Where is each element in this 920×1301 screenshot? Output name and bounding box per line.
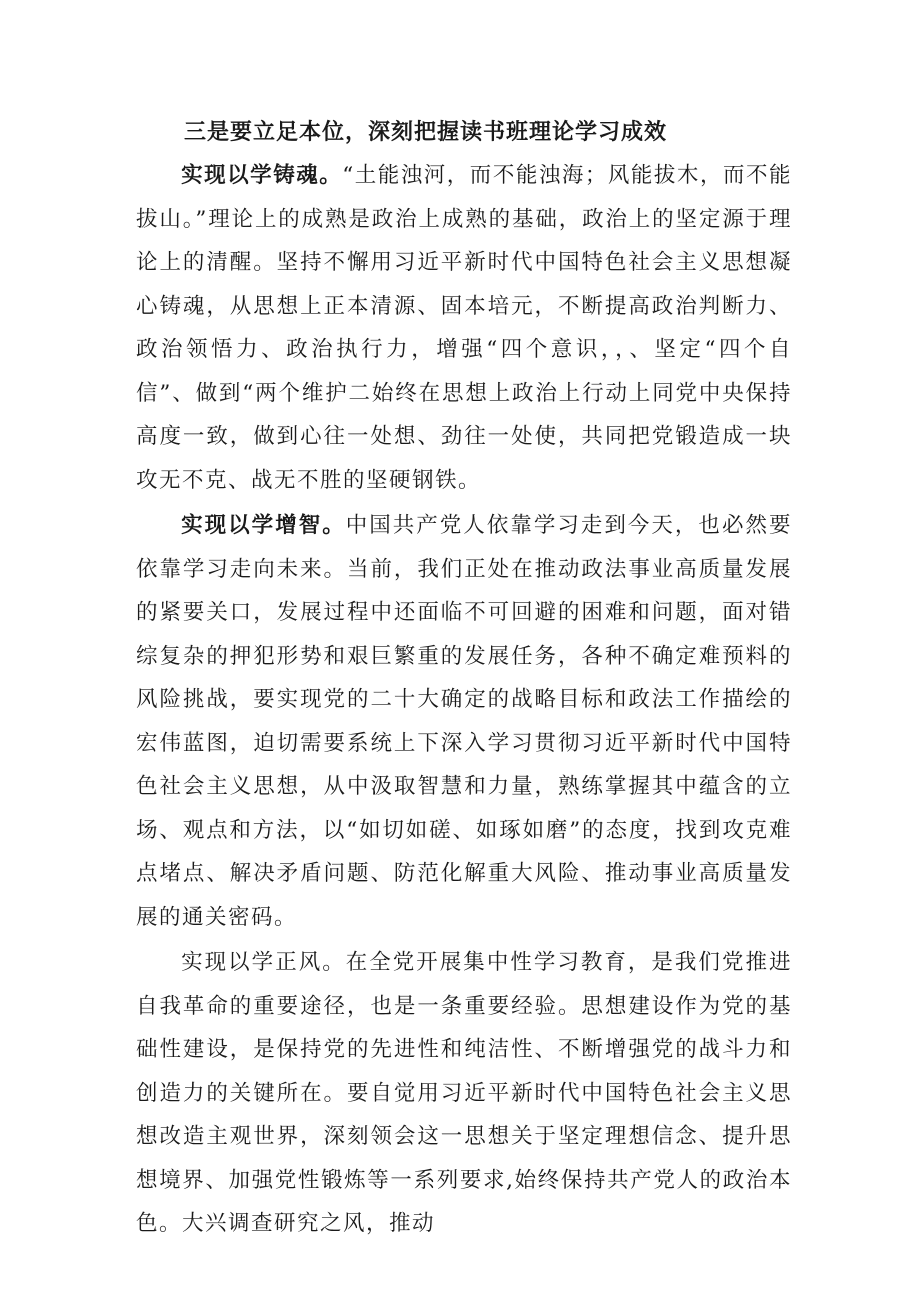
paragraph-lead: 实现以学正风。	[181, 950, 346, 975]
paragraph-soul	[136, 154, 792, 502]
paragraph-wisdom	[136, 504, 792, 939]
paragraph-body: 在全党开展集中性学习教育，是我们党推进自我革命的重要途径，也是一条重要经验。思想建设作为党的基础性建设，是保持党的先进性和纯洁性、不断增强党的战斗力和创造力的关键所在。要自觉用习近平新时代中国特色社会主义思想改造主观世界，深刻领会这一思想关于坚定理想信念、提升思想境界、加强党性锻炼等一系列要求,始终保持共产党人的政治本色。大兴调查研究之风，推动	[136, 950, 792, 1236]
paragraph-style	[136, 941, 792, 1246]
paragraph-lead: 实现以学增智。	[181, 513, 346, 538]
paragraph-lead: 实现以学铸魂。	[181, 163, 343, 188]
section-heading: 三是要立足本位，深刻把握读书班理论学习成效	[184, 119, 668, 145]
document-page	[136, 112, 792, 1248]
paragraph-body: 中国共产党人依靠学习走到今天，也必然要依靠学习走向未来。当前，我们正处在推动政法事业高质量发展的紧要关口，发展过程中还面临不可回避的困难和问题，面对错综复杂的押犯形势和艰巨繁重的发展任务，各种不确定难预料的风险挑战，要实现党的二十大确定的战略目标和政法工作描绘的宏伟蓝图，迫切需要系统上下深入学习贯彻习近平新时代中国特色社会主义思想，从中汲取智慧和力量，熟练掌握其中蕴含的立场、观点和方法，以“如切如磋、如琢如磨”的态度，找到攻克难点堵点、解决矛盾问题、防范化解重大风险、推动事业高质量发展的通关密码。	[136, 513, 792, 930]
paragraph-body: “土能浊河，而不能浊海；风能拔木，而不能拔山。”理论上的成熟是政治上成熟的基础，政治上的坚定源于理论上的清醒。坚持不懈用习近平新时代中国特色社会主义思想凝心铸魂，从思想上正本清源、固本培元，不断提高政治判断力、政治领悟力、政治执行力，增强“四个意识，，、坚定“四个自信”、做到“两个维护二始终在思想上政治上行动上同党中央保持高度一致，做到心往一处想、劲往一处使，共同把党锻造成一块攻无不克、战无不胜的坚硬钢铁。	[136, 163, 792, 493]
